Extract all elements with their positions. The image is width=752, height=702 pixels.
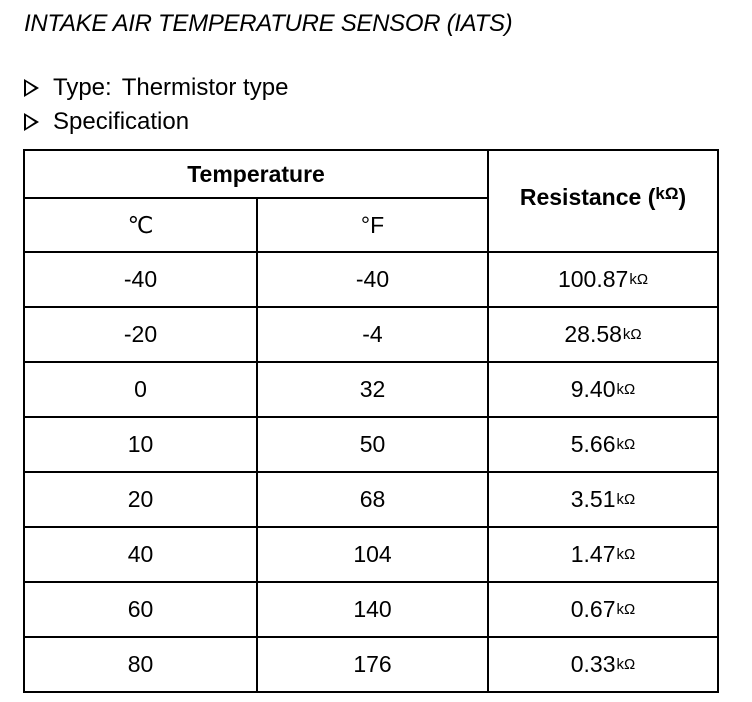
specification-line [24, 108, 189, 136]
resistance-unit: kΩ [616, 436, 636, 453]
resistance-header-label: Resistance ( [519, 183, 656, 210]
resistance-unit: kΩ [622, 326, 642, 343]
specification-table [23, 149, 719, 693]
resistance-unit: kΩ [629, 271, 649, 288]
celsius-cell: 20 [24, 472, 257, 527]
resistance-value: 100.87 [557, 266, 629, 292]
resistance-header [488, 150, 718, 252]
fahrenheit-cell: 176 [257, 637, 488, 692]
resistance-value: 0.33 [570, 651, 616, 677]
fahrenheit-cell: -40 [257, 252, 488, 307]
resistance-unit: kΩ [616, 601, 636, 618]
resistance-header-unit: kΩ [655, 183, 679, 203]
resistance-value: 0.67 [570, 596, 616, 622]
resistance-cell [488, 252, 718, 307]
resistance-header-close: ) [678, 183, 687, 210]
celsius-cell: 40 [24, 527, 257, 582]
resistance-cell [488, 472, 718, 527]
resistance-value: 5.66 [570, 431, 616, 457]
table-row [24, 307, 718, 362]
resistance-cell [488, 362, 718, 417]
celsius-cell: 80 [24, 637, 257, 692]
celsius-cell: 0 [24, 362, 257, 417]
resistance-unit: kΩ [616, 546, 636, 563]
table-row [24, 637, 718, 692]
resistance-cell [488, 307, 718, 362]
resistance-unit: kΩ [616, 381, 636, 398]
table-row [24, 527, 718, 582]
table-row [24, 362, 718, 417]
page-title: INTAKE AIR TEMPERATURE SENSOR (IATS) [24, 10, 513, 37]
resistance-value: 1.47 [570, 541, 616, 567]
table-row [24, 417, 718, 472]
fahrenheit-cell: 50 [257, 417, 488, 472]
triangle-bullet-icon [24, 113, 39, 131]
celsius-header: ℃ [24, 198, 257, 252]
celsius-cell: -20 [24, 307, 257, 362]
resistance-cell [488, 417, 718, 472]
fahrenheit-cell: 68 [257, 472, 488, 527]
resistance-unit: kΩ [616, 491, 636, 508]
fahrenheit-header: °F [257, 198, 488, 252]
resistance-value: 28.58 [564, 321, 622, 347]
type-value: Thermistor type [121, 74, 289, 101]
table-row [24, 472, 718, 527]
resistance-value: 9.40 [570, 376, 616, 402]
celsius-cell: 10 [24, 417, 257, 472]
table-row [24, 252, 718, 307]
specification-label: Specification [53, 108, 190, 135]
celsius-cell: -40 [24, 252, 257, 307]
fahrenheit-cell: 104 [257, 527, 488, 582]
resistance-cell [488, 527, 718, 582]
triangle-bullet-icon [24, 79, 39, 97]
type-line [24, 74, 288, 102]
fahrenheit-cell: -4 [257, 307, 488, 362]
table-row [24, 582, 718, 637]
fahrenheit-cell: 32 [257, 362, 488, 417]
resistance-cell [488, 637, 718, 692]
celsius-cell: 60 [24, 582, 257, 637]
fahrenheit-cell: 140 [257, 582, 488, 637]
type-label: Type: [53, 74, 112, 101]
resistance-unit: kΩ [616, 656, 636, 673]
resistance-cell [488, 582, 718, 637]
temperature-header: Temperature [24, 150, 488, 198]
resistance-value: 3.51 [570, 486, 616, 512]
